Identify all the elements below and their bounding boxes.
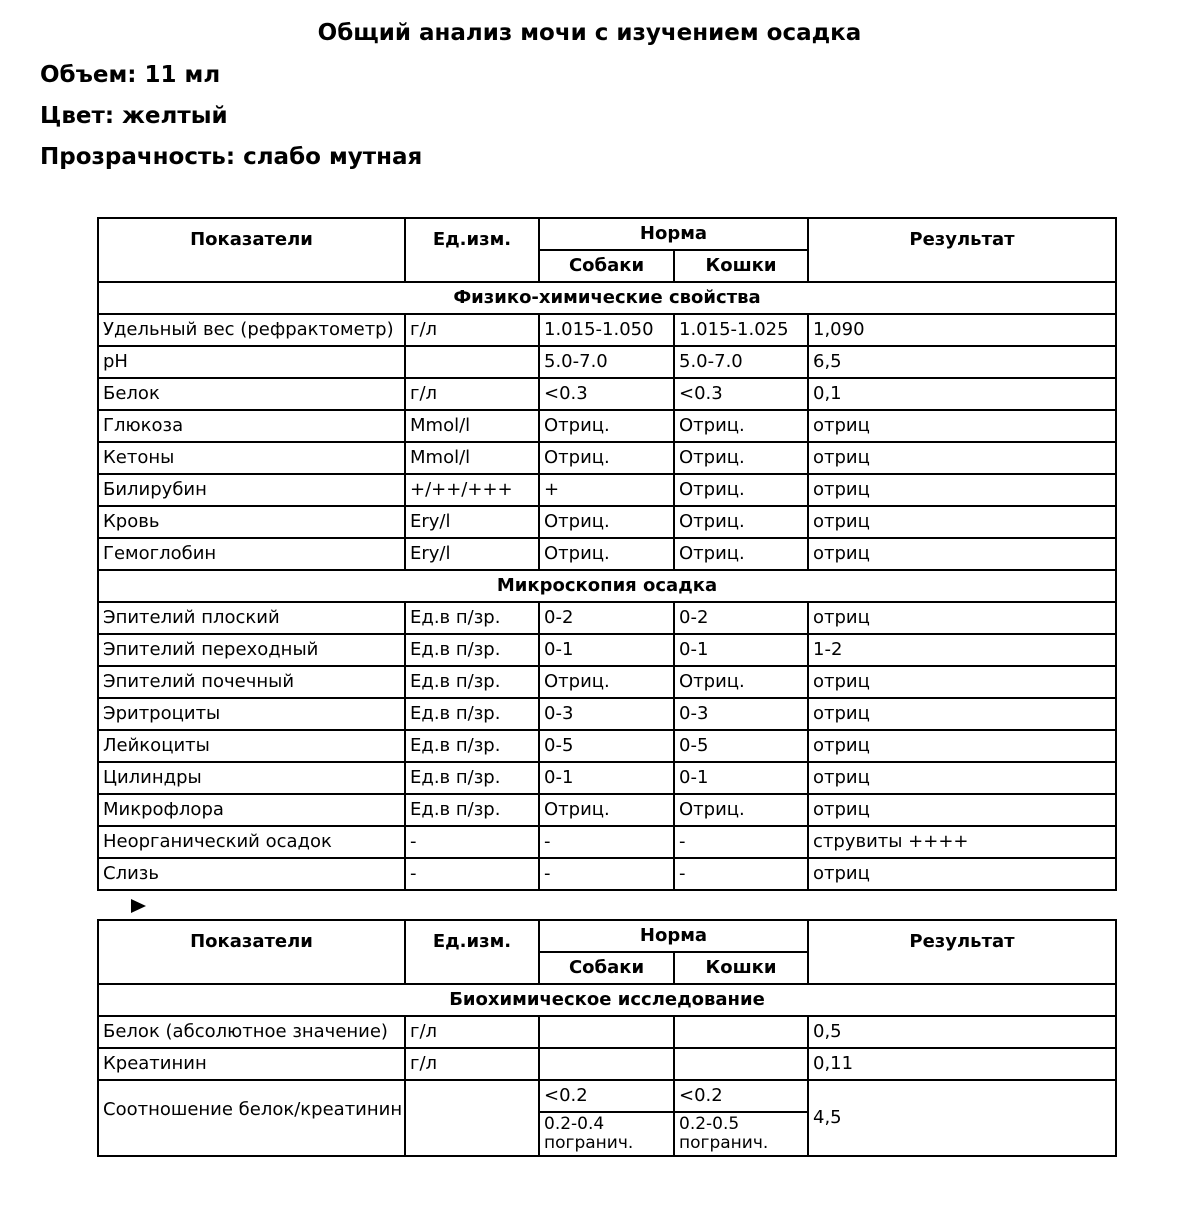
table-row [98, 826, 1116, 858]
norm-dogs-cell: Отриц. [539, 794, 674, 826]
norm-cats-cell: Отриц. [674, 538, 808, 570]
ratio-unit [405, 1080, 539, 1156]
unit-cell: Ery/l [405, 538, 539, 570]
table-row [98, 794, 1116, 826]
unit-cell: г/л [405, 1016, 539, 1048]
header-indicator: Показатели [98, 920, 405, 984]
header-cats: Кошки [674, 952, 808, 984]
ratio-result: 4,5 [808, 1080, 1116, 1156]
norm-dogs-cell: + [539, 474, 674, 506]
table-row [98, 538, 1116, 570]
norm-cats-cell: Отриц. [674, 506, 808, 538]
arrow-marker-icon [131, 899, 146, 913]
header-norm: Норма [539, 218, 808, 250]
unit-cell: Ед.в п/зр. [405, 634, 539, 666]
result-cell: отриц [808, 794, 1116, 826]
result-cell: отриц [808, 858, 1116, 890]
result-cell: отриц [808, 474, 1116, 506]
unit-cell: г/л [405, 378, 539, 410]
norm-cats-cell: 1.015-1.025 [674, 314, 808, 346]
volume-label: Объем: [40, 62, 137, 88]
header-norm: Норма [539, 920, 808, 952]
header-cats: Кошки [674, 250, 808, 282]
norm-dogs-cell: Отриц. [539, 442, 674, 474]
indicator-cell: Креатинин [98, 1048, 405, 1080]
table-row [98, 410, 1116, 442]
norm-dogs-cell: Отриц. [539, 666, 674, 698]
section-microscopy: Микроскопия осадка [98, 570, 1116, 602]
norm-cats-cell: Отриц. [674, 410, 808, 442]
norm-cats-cell: Отриц. [674, 666, 808, 698]
norm-cats-cell [674, 1016, 808, 1048]
result-cell: отриц [808, 698, 1116, 730]
norm-dogs-cell: Отриц. [539, 506, 674, 538]
indicator-cell: Гемоглобин [98, 538, 405, 570]
unit-cell: Ед.в п/зр. [405, 730, 539, 762]
indicator-cell: Эпителий переходный [98, 634, 405, 666]
page-title: Общий анализ мочи с изучением осадка [317, 20, 862, 46]
indicator-cell: Лейкоциты [98, 730, 405, 762]
unit-cell: Ед.в п/зр. [405, 666, 539, 698]
indicator-cell: Эпителий почечный [98, 666, 405, 698]
table-row [98, 762, 1116, 794]
clarity-value: слабо мутная [243, 144, 423, 170]
indicator-cell: Неорганический осадок [98, 826, 405, 858]
ratio-norm-cats-2: 0.2-0.5 погранич. [674, 1112, 808, 1156]
unit-cell: - [405, 858, 539, 890]
indicator-cell: Белок (абсолютное значение) [98, 1016, 405, 1048]
table-row [98, 634, 1116, 666]
norm-cats-cell: Отриц. [674, 442, 808, 474]
table-row [98, 474, 1116, 506]
norm-cats-cell: 0-1 [674, 634, 808, 666]
norm-dogs-cell: 0-1 [539, 634, 674, 666]
header-result: Результат [808, 218, 1116, 282]
unit-cell: г/л [405, 314, 539, 346]
header-unit: Ед.изм. [405, 218, 539, 282]
volume-line [40, 62, 220, 88]
norm-dogs-cell: 1.015-1.050 [539, 314, 674, 346]
norm-cats-cell: 0-3 [674, 698, 808, 730]
unit-cell [405, 346, 539, 378]
table-row [98, 858, 1116, 890]
result-cell: отриц [808, 442, 1116, 474]
norm-cats-cell: - [674, 858, 808, 890]
norm-cats-cell [674, 1048, 808, 1080]
norm-dogs-cell [539, 1016, 674, 1048]
norm-dogs-cell [539, 1048, 674, 1080]
indicator-cell: Цилиндры [98, 762, 405, 794]
header-unit: Ед.изм. [405, 920, 539, 984]
table-row [98, 602, 1116, 634]
result-cell: отриц [808, 730, 1116, 762]
indicator-cell: Белок [98, 378, 405, 410]
unit-cell: Ед.в п/зр. [405, 698, 539, 730]
clarity-line [40, 144, 422, 170]
norm-dogs-cell: <0.3 [539, 378, 674, 410]
unit-cell: Ед.в п/зр. [405, 762, 539, 794]
biochemistry-table [97, 919, 1117, 1157]
table-row [98, 506, 1116, 538]
indicator-cell: Микрофлора [98, 794, 405, 826]
color-value: желтый [122, 103, 228, 129]
table-row [98, 666, 1116, 698]
result-cell: отриц [808, 666, 1116, 698]
norm-cats-cell: 5.0-7.0 [674, 346, 808, 378]
result-cell: отриц [808, 410, 1116, 442]
norm-dogs-cell: 0-5 [539, 730, 674, 762]
indicator-cell: Эритроциты [98, 698, 405, 730]
indicator-cell: Эпителий плоский [98, 602, 405, 634]
norm-dogs-cell: - [539, 858, 674, 890]
table-row [98, 1080, 1116, 1112]
ratio-label: Соотношение белок/креатинин [98, 1080, 405, 1156]
header-dogs: Собаки [539, 250, 674, 282]
norm-cats-cell: Отриц. [674, 474, 808, 506]
table-row [98, 346, 1116, 378]
urinalysis-table [97, 217, 1117, 891]
table-row [98, 1048, 1116, 1080]
result-cell: струвиты ++++ [808, 826, 1116, 858]
indicator-cell: Билирубин [98, 474, 405, 506]
indicator-cell: Удельный вес (рефрактометр) [98, 314, 405, 346]
result-cell: отриц [808, 602, 1116, 634]
unit-cell: - [405, 826, 539, 858]
result-cell: отриц [808, 506, 1116, 538]
norm-dogs-cell: 5.0-7.0 [539, 346, 674, 378]
unit-cell: Ery/l [405, 506, 539, 538]
norm-dogs-cell: - [539, 826, 674, 858]
header-result: Результат [808, 920, 1116, 984]
indicator-cell: Слизь [98, 858, 405, 890]
unit-cell: Mmol/l [405, 442, 539, 474]
clarity-label: Прозрачность: [40, 144, 236, 170]
indicator-cell: Кровь [98, 506, 405, 538]
norm-dogs-cell: 0-3 [539, 698, 674, 730]
unit-cell: Ед.в п/зр. [405, 794, 539, 826]
norm-dogs-cell: 0-2 [539, 602, 674, 634]
unit-cell: +/++/+++ [405, 474, 539, 506]
microscopy-rows [98, 602, 1116, 890]
norm-cats-cell: 0-1 [674, 762, 808, 794]
result-cell: отриц [808, 762, 1116, 794]
result-cell: 6,5 [808, 346, 1116, 378]
result-cell: 1,090 [808, 314, 1116, 346]
result-cell: 0,1 [808, 378, 1116, 410]
norm-cats-cell: Отриц. [674, 794, 808, 826]
color-line [40, 103, 228, 129]
unit-cell: Ед.в п/зр. [405, 602, 539, 634]
volume-value: 11 мл [144, 62, 221, 88]
norm-cats-cell: 0-2 [674, 602, 808, 634]
physico-chemical-rows [98, 314, 1116, 570]
biochemistry-rows [98, 1016, 1116, 1080]
result-cell: 1-2 [808, 634, 1116, 666]
table-row [98, 1016, 1116, 1048]
norm-cats-cell: <0.3 [674, 378, 808, 410]
norm-dogs-cell: 0-1 [539, 762, 674, 794]
table-row [98, 730, 1116, 762]
indicator-cell: pH [98, 346, 405, 378]
unit-cell: Mmol/l [405, 410, 539, 442]
ratio-norm-dogs-2: 0.2-0.4 погранич. [539, 1112, 674, 1156]
table-row [98, 698, 1116, 730]
table-row [98, 378, 1116, 410]
result-cell: отриц [808, 538, 1116, 570]
unit-cell: г/л [405, 1048, 539, 1080]
header-indicator: Показатели [98, 218, 405, 282]
section-biochemistry: Биохимическое исследование [98, 984, 1116, 1016]
norm-cats-cell: - [674, 826, 808, 858]
norm-cats-cell: 0-5 [674, 730, 808, 762]
header-dogs: Собаки [539, 952, 674, 984]
indicator-cell: Кетоны [98, 442, 405, 474]
table-row [98, 314, 1116, 346]
result-cell: 0,5 [808, 1016, 1116, 1048]
result-cell: 0,11 [808, 1048, 1116, 1080]
indicator-cell: Глюкоза [98, 410, 405, 442]
norm-dogs-cell: Отриц. [539, 410, 674, 442]
ratio-norm-dogs-1: <0.2 [539, 1080, 674, 1112]
table-row [98, 442, 1116, 474]
section-physico-chemical: Физико-химические свойства [98, 282, 1116, 314]
norm-dogs-cell: Отриц. [539, 538, 674, 570]
color-label: Цвет: [40, 103, 115, 129]
ratio-norm-cats-1: <0.2 [674, 1080, 808, 1112]
